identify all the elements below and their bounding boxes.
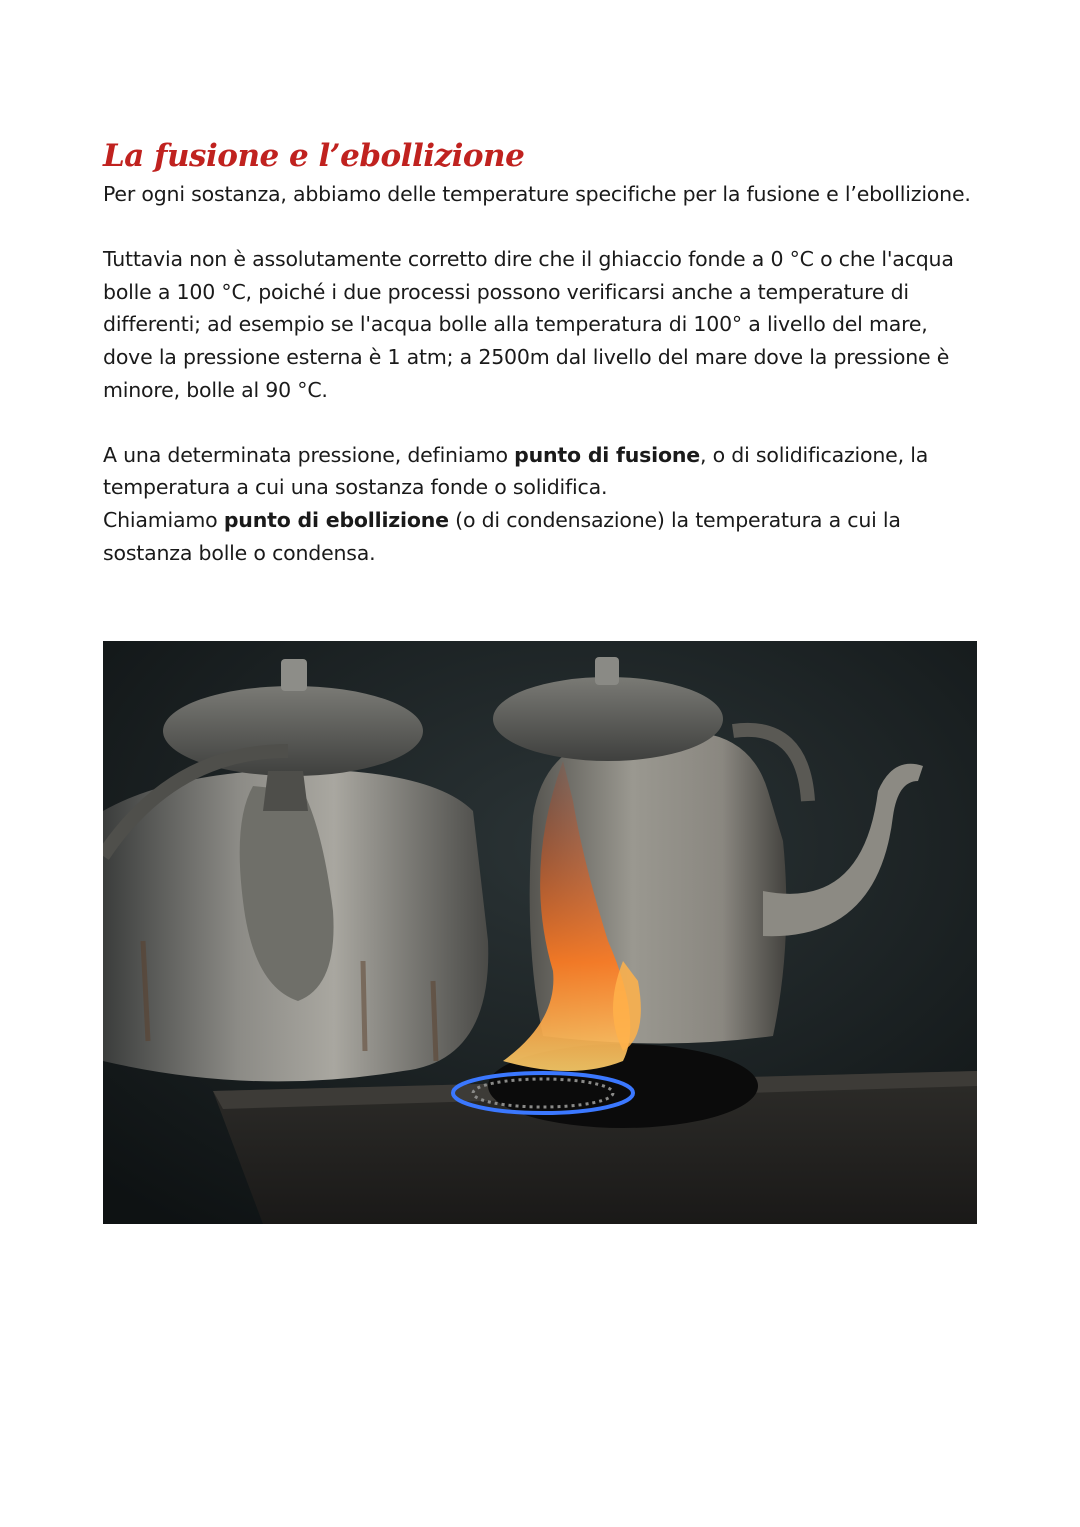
paragraph-definitions [103, 439, 983, 569]
document-page [103, 134, 983, 569]
text-segment: A una determinata pressione, definiamo [103, 442, 515, 467]
paragraph-intro: Per ogni sostanza, abbiamo delle temperature specifiche per la fusione e l’ebollizione. [103, 182, 971, 206]
kettles-photo [103, 641, 977, 1224]
text-segment: , o di solidificazione, la temperatura a cui una sostanza fonde o solidifica. [103, 442, 929, 500]
text-segment: (o di condensazione) la temperatura a cui la sostanza bolle o condensa. [103, 507, 901, 565]
term-melting-point: punto di fusione [514, 442, 700, 467]
paragraph-pressure: Tuttavia non è assolutamente corretto dire che il ghiaccio fonde a 0 °C o che l'acqua bolle a 100 °C, poiché i due processi possono verificarsi anche a temperature di differenti; ad esempio se l'acqua bolle alla temperatura di 100° a livello del mare, dove la pressione esterna è 1 atm; a 2500m dal livello del mare dove la pressione è minore, bolle al 90 °C. [103, 247, 954, 402]
term-boiling-point: punto di ebollizione [223, 507, 449, 532]
text-segment: Chiamiamo [103, 507, 224, 532]
page-title: La fusione e l’ebollizione [103, 138, 525, 174]
